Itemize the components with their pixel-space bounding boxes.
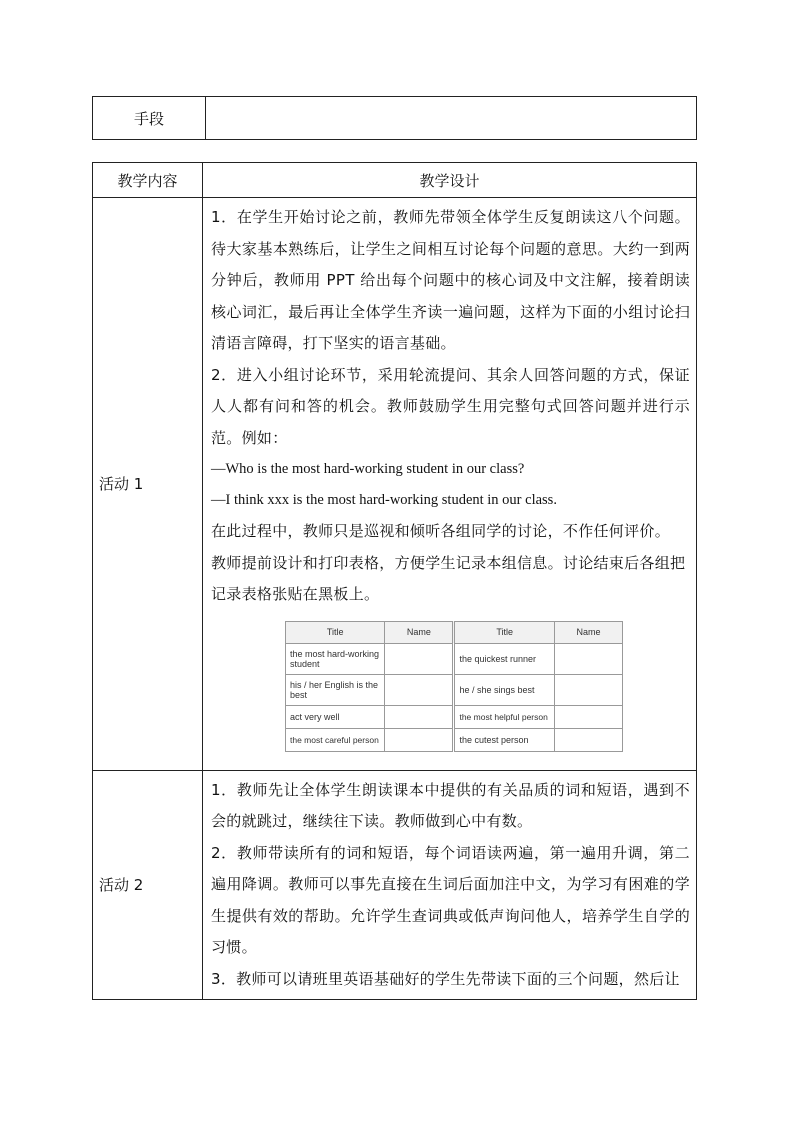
activity-2-para-3: 3．教师可以请班里英语基础好的学生先带读下面的三个问题，然后让 (211, 969, 680, 988)
activity-1-design (203, 198, 697, 771)
record-cell: he / she sings best (454, 674, 554, 705)
record-cell (554, 674, 622, 705)
record-cell (554, 705, 622, 728)
record-cell: the most hard-working student (286, 643, 385, 674)
activity-1-label: 活动 1 (93, 198, 203, 771)
record-cell (554, 728, 622, 751)
record-cell: the most careful person (286, 728, 385, 751)
record-cell (385, 674, 454, 705)
table-row (286, 728, 623, 751)
design-column-header: 教学设计 (203, 163, 697, 198)
record-cell: his / her English is the best (286, 674, 385, 705)
record-cell (385, 705, 454, 728)
record-cell: the cutest person (454, 728, 554, 751)
record-header: Name (385, 621, 454, 643)
record-cell: the most helpful person (454, 705, 554, 728)
record-cell (385, 643, 454, 674)
lesson-design-table (92, 162, 697, 1000)
method-label: 手段 (93, 97, 206, 140)
activity-1-para-4: 教师提前设计和打印表格，方便学生记录本组信息。讨论结束后各组把 (211, 553, 686, 572)
activity-2-para-2: 2．教师带读所有的词和短语，每个词语读两遍，第一遍用升调，第二遍用降调。教师可以事先直接在生词后面加注中文，为学习有困难的学生提供有效的帮助。允许学生查词典或低声询问他人，培养学生自学的习惯。 (211, 843, 690, 956)
activity-2-para-1: 1．教师先让全体学生朗读课本中提供的有关品质的词和短语，遇到不会的就跳过，继续往下读。教师做到心中有数。 (211, 780, 690, 830)
record-table (285, 621, 623, 752)
record-cell: act very well (286, 705, 385, 728)
activity-1-para-1: 1．在学生开始讨论之前，教师先带领全体学生反复朗读这八个问题。待大家基本熟练后，让学生之间相互讨论每个问题的意思。大约一到两分钟后，教师用 PPT 给出每个问题中的核心词及中文注解，接着朗读核心词汇，最后再让全体学生齐读一遍问题，这样为下面的小组讨论扫清语言障碍，打下坚实的语言基础。 (211, 208, 690, 352)
activity-2-label: 活动 2 (93, 770, 203, 1000)
method-value (206, 97, 697, 140)
record-header: Title (286, 621, 385, 643)
header-table (92, 96, 697, 140)
record-cell: the quickest runner (454, 643, 554, 674)
activity-1-para-2: 2．进入小组讨论环节，采用轮流提问、其余人回答问题的方式，保证人人都有问和答的机会。教师鼓励学生用完整句式回答问题并进行示范。例如： (211, 365, 690, 447)
table-row (286, 643, 623, 674)
activity-1-row (93, 198, 697, 771)
record-header: Name (554, 621, 622, 643)
example-answer: —I think xxx is the most hard-working student in our class. (211, 492, 557, 508)
activity-2-design (203, 770, 697, 1000)
record-cell (554, 643, 622, 674)
record-header: Title (454, 621, 554, 643)
table-row (286, 705, 623, 728)
activity-1-para-3: 在此过程中，教师只是巡视和倾听各组同学的讨论，不作任何评价。 (211, 522, 671, 540)
table-row (286, 674, 623, 705)
activity-2-row (93, 770, 697, 1000)
record-cell (385, 728, 454, 751)
example-question: —Who is the most hard-working student in our class? (211, 461, 525, 477)
activity-1-para-5: 记录表格张贴在黑板上。 (211, 585, 380, 603)
content-column-header: 教学内容 (93, 163, 203, 198)
